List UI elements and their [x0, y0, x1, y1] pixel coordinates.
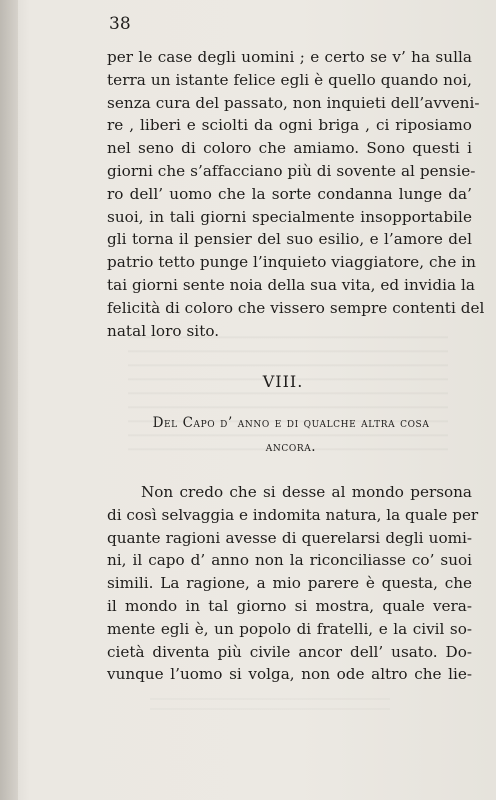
text-line: senza cura del passato, non inquieti dell’avveni-: [107, 93, 480, 112]
text-line: patrio tetto punge l’inquieto viaggiatore, che in: [107, 253, 476, 272]
show-through-text-bottom: [150, 690, 390, 710]
text-line: giorni che s’affacciano più di sovente al pensie-: [107, 161, 476, 180]
text-line: vunque l’uomo si volga, non ode altro che lie-: [107, 665, 472, 684]
text-line: ro dell’ uomo che la sorte condanna lunge da’: [107, 184, 472, 203]
text-line: simili. La ragione, a mio parere è questa, che: [107, 574, 472, 593]
text-line: mente egli è, un popolo di fratelli, e la civil so-: [107, 619, 472, 638]
text-line: cietà diventa più civile ancor dell’ usato. Do-: [107, 642, 472, 661]
text-line: Non credo che si desse al mondo persona: [141, 483, 472, 501]
text-line: ni, il capo d’ anno non la riconciliasse co’ suoi: [107, 551, 472, 570]
text-line: per le case degli uomini ; e certo se v’ ha sulla: [107, 48, 472, 66]
section-title-line: ancora.: [265, 439, 317, 455]
section-title-line: Del Capo d’ anno e di qualche altra cosa: [152, 415, 430, 431]
section-title: [110, 411, 472, 459]
paragraph-continued: [107, 46, 485, 342]
text-line: di così selvaggia e indomita natura, la quale per: [107, 505, 479, 524]
text-line: felicità di coloro che vissero sempre contenti del: [107, 298, 485, 317]
text-line: il mondo in tal giorno si mostra, quale vera-: [107, 596, 472, 615]
page-gutter: [0, 0, 18, 800]
text-line: gli torna il pensier del suo esilio, e l’amore del: [107, 230, 472, 249]
section-number: VIII.: [262, 372, 304, 391]
text-line: suoi, in tali giorni specialmente insopportabile: [107, 207, 472, 226]
text-line: quante ragioni avesse di querelarsi degli uomi-: [107, 528, 472, 547]
section-paragraph: [107, 481, 479, 686]
text-line: tai giorni sente noia della sua vita, ed invidia la: [107, 275, 475, 294]
text-line: natal loro sito.: [107, 321, 220, 340]
text-line: re , liberi e sciolti da ogni briga , ci riposiamo: [107, 116, 472, 135]
text-line: terra un istante felice egli è quello quando noi,: [107, 70, 472, 89]
page-number: 38: [109, 14, 131, 34]
text-line: nel seno di coloro che amiamo. Sono questi i: [107, 139, 472, 158]
